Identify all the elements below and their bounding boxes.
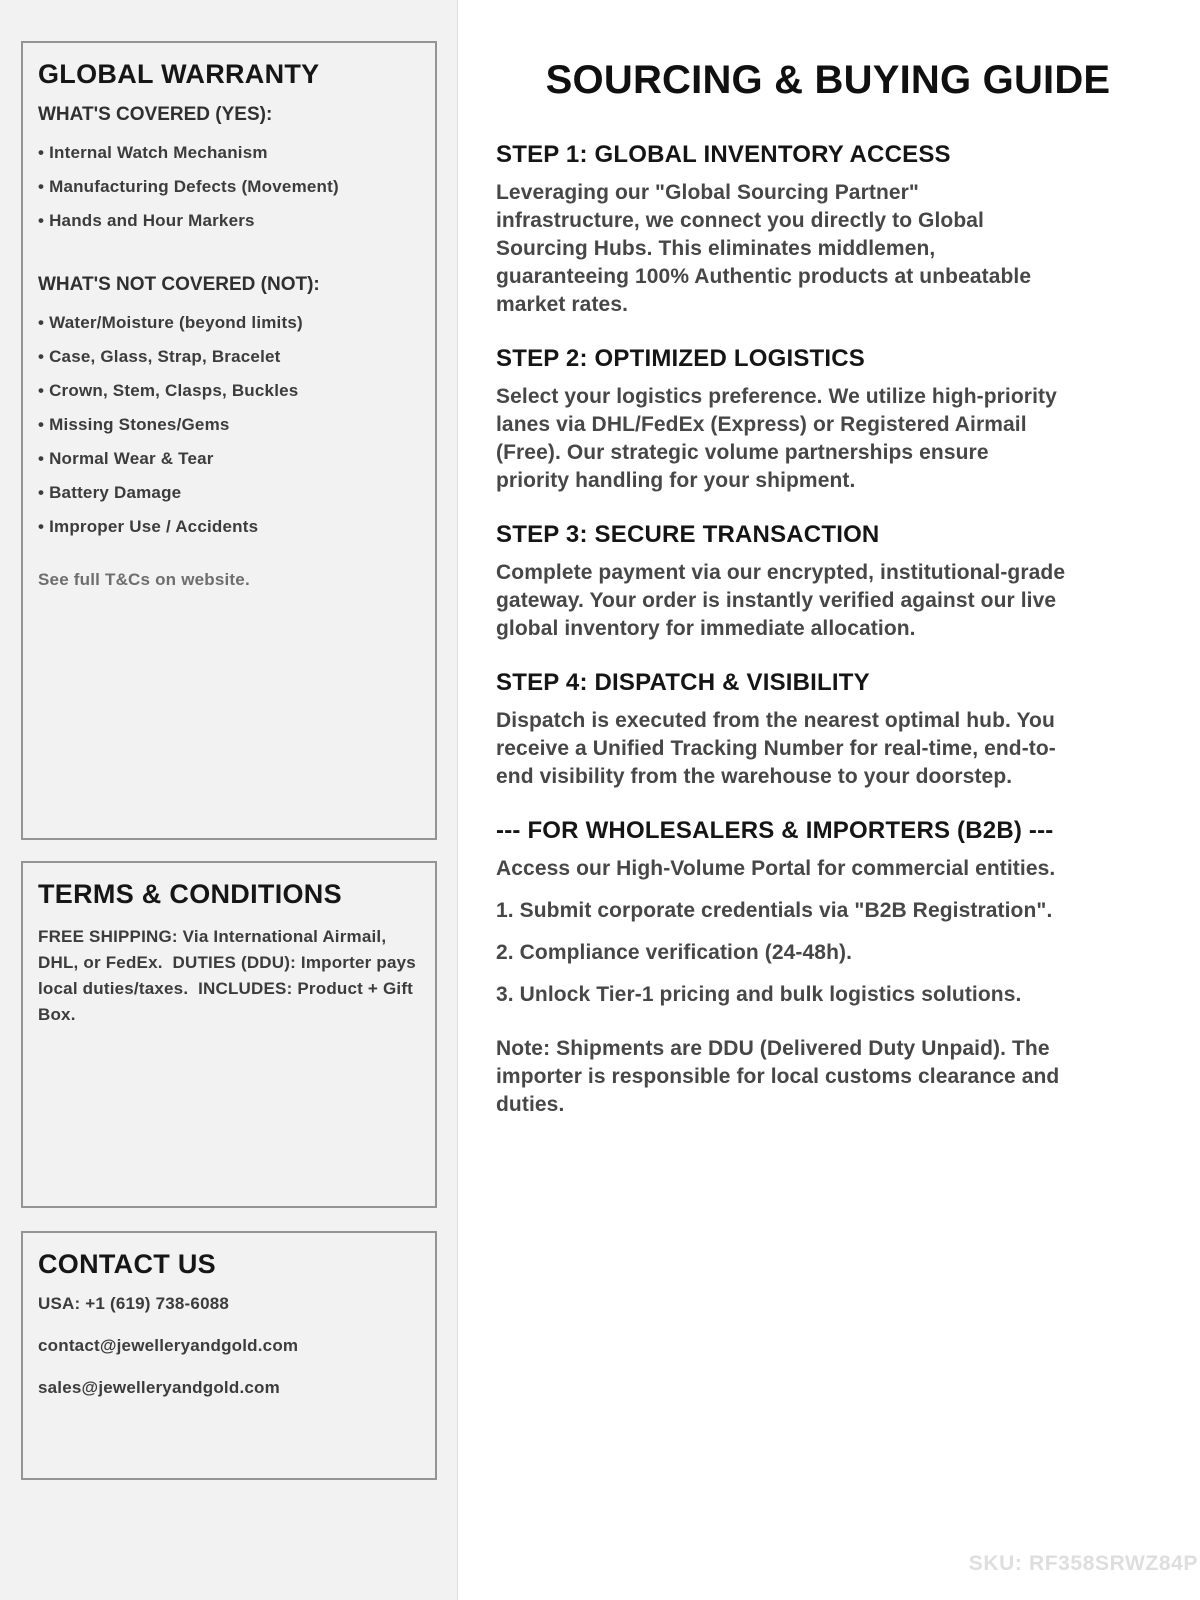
list-item: • Internal Watch Mechanism [38,136,420,170]
section-heading: STEP 3: SECURE TRANSACTION [496,521,880,548]
section-paragraph: Complete payment via our encrypted, institutional-grade gateway. Your order is instantly verified against our live global inventory for immediate allocation. [496,561,1066,640]
section-heading: STEP 2: OPTIMIZED LOGISTICS [496,345,865,372]
list-item: • Water/Moisture (beyond limits) [38,306,420,340]
main-content [459,0,1200,1600]
section-step-3 [496,521,1160,643]
list-item: • Battery Damage [38,476,420,510]
contact-email-sales: sales@jewelleryandgold.com [38,1378,280,1397]
section-b2b [496,817,1160,1119]
list-item: • Hands and Hour Markers [38,204,420,238]
terms-panel [21,861,437,1208]
section-step-4 [496,669,1160,791]
section-paragraph: Access our High-Volume Portal for commercial entities. [496,857,1056,880]
list-item: • Normal Wear & Tear [38,442,420,476]
contact-title: CONTACT US [38,1249,216,1279]
left-sidebar [0,0,458,1600]
section-step-1 [496,141,1160,319]
section-paragraph: Dispatch is executed from the nearest optimal hub. You receive a Unified Tracking Number for real-time, end-to-end visibility from the warehouse to your doorstep. [496,709,1056,788]
section-step-2 [496,345,1160,495]
not-covered-heading: WHAT'S NOT COVERED (NOT): [38,274,320,295]
sku-label: SKU: RF358SRWZ84P [968,1552,1198,1575]
global-warranty-panel [21,41,437,840]
ddu-note: Note: Shipments are DDU (Delivered Duty Unpaid). The importer is responsible for local customs clearance and duties. [496,1037,1060,1116]
section-paragraph: Select your logistics preference. We utilize high-priority lanes via DHL/FedEx (Express) or Registered Airmail (Free). Our strategic volume partnerships ensure priority handling for your shipment. [496,385,1057,492]
list-item: • Improper Use / Accidents [38,510,420,544]
list-item: • Missing Stones/Gems [38,408,420,442]
contact-panel [21,1231,437,1480]
terms-body: FREE SHIPPING: Via International Airmail, DHL, or FedEx. DUTIES (DDU): Importer pays local duties/taxes. INCLUDES: Product + Gift Box. [38,927,421,1024]
b2b-step-2: 2. Compliance verification (24-48h). [496,941,853,964]
warranty-footnote: See full T&Cs on website. [38,570,250,589]
covered-list [38,136,420,238]
section-heading: --- FOR WHOLESALERS & IMPORTERS (B2B) --- [496,817,1054,844]
not-covered-list [38,306,420,544]
section-paragraph: Leveraging our "Global Sourcing Partner" infrastructure, we connect you directly to Global Sourcing Hubs. This eliminates middlemen, guaranteeing 100% Authentic products at unbeatable market rates. [496,181,1032,316]
b2b-step-3: 3. Unlock Tier-1 pricing and bulk logistics solutions. [496,983,1022,1006]
contact-email-primary: contact@jewelleryandgold.com [38,1336,299,1355]
contact-phone: USA: +1 (619) 738-6088 [38,1294,230,1313]
covered-heading: WHAT'S COVERED (YES): [38,104,273,125]
page-title: SOURCING & BUYING GUIDE [545,58,1111,102]
section-heading: STEP 4: DISPATCH & VISIBILITY [496,669,870,696]
list-item: • Case, Glass, Strap, Bracelet [38,340,420,374]
section-heading: STEP 1: GLOBAL INVENTORY ACCESS [496,141,951,168]
list-item: • Manufacturing Defects (Movement) [38,170,420,204]
terms-title: TERMS & CONDITIONS [38,879,342,909]
warranty-title: GLOBAL WARRANTY [38,59,320,89]
list-item: • Crown, Stem, Clasps, Buckles [38,374,420,408]
b2b-step-1: 1. Submit corporate credentials via "B2B Registration". [496,899,1053,922]
